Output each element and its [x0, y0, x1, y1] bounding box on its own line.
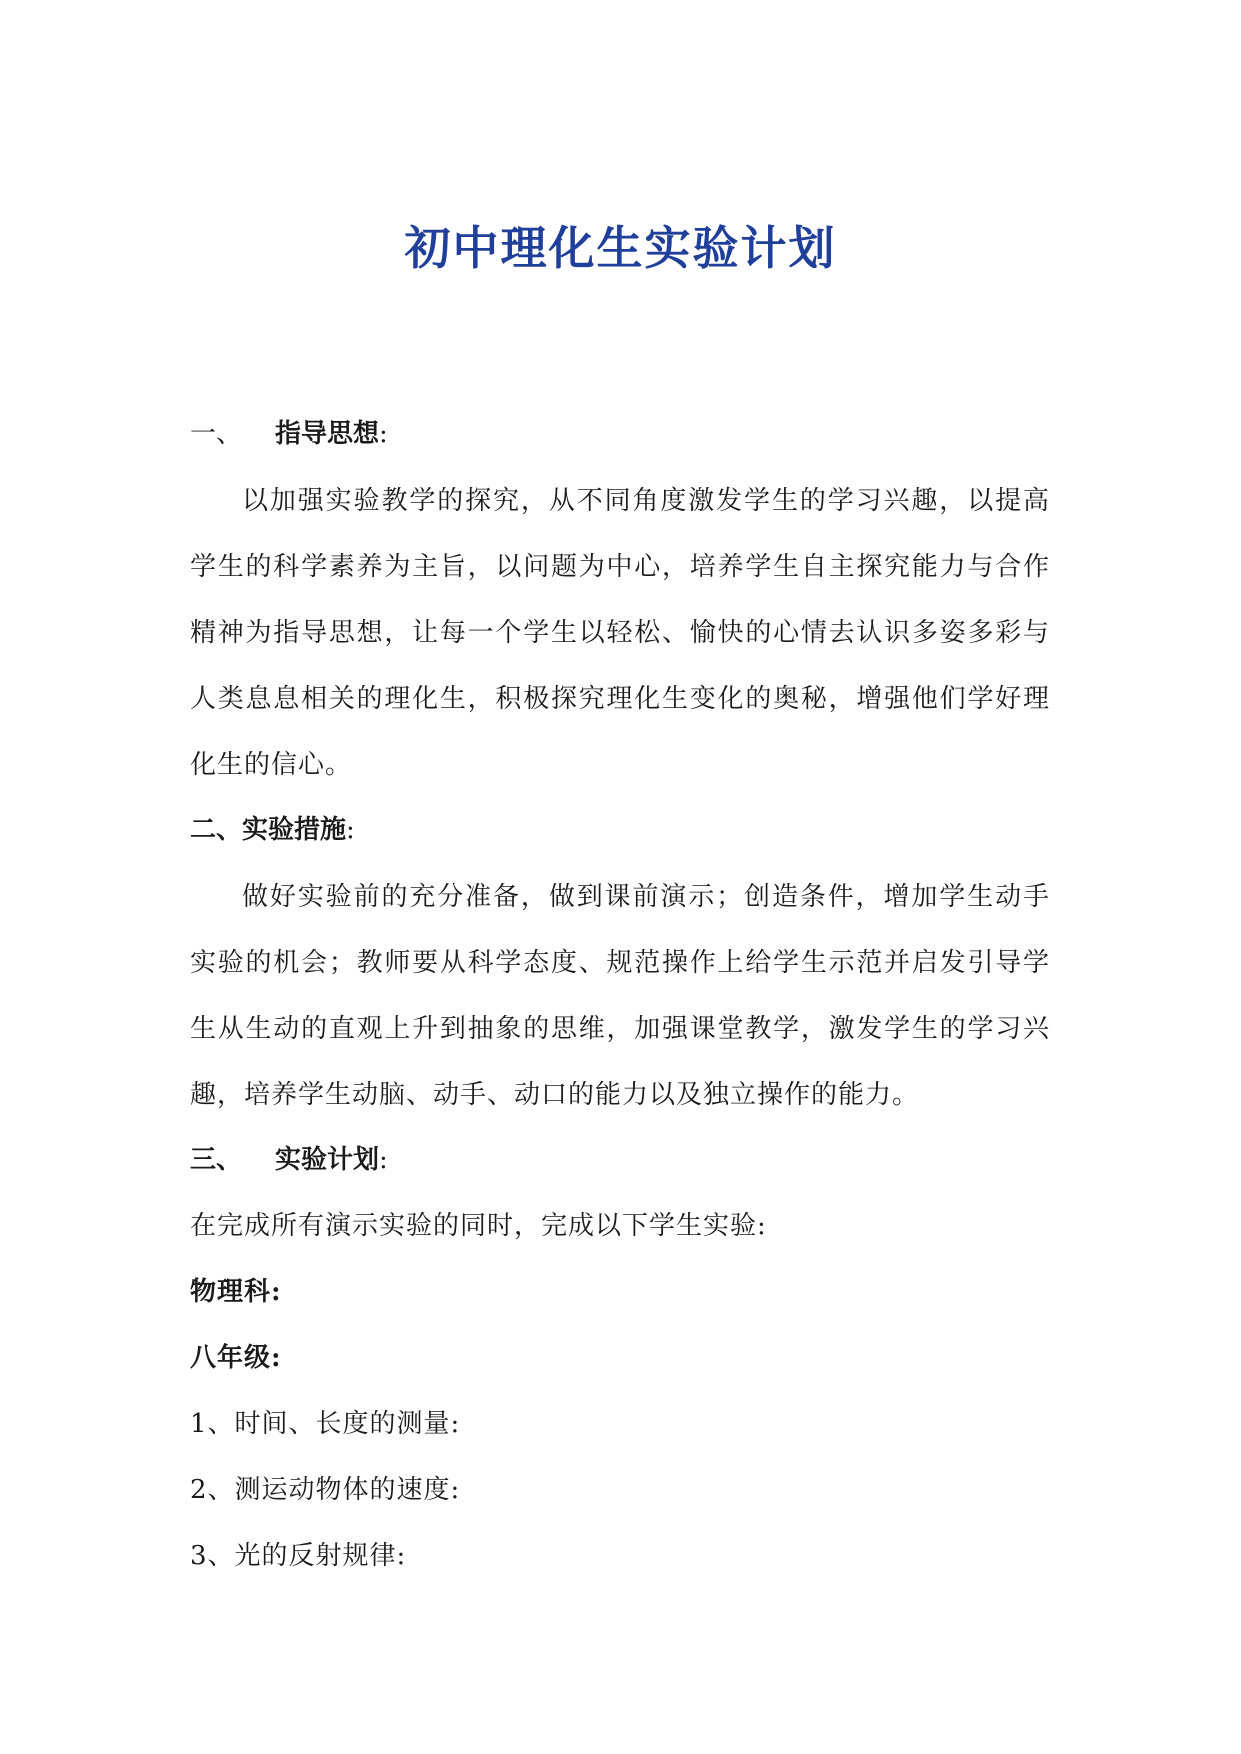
- section1-heading: [190, 416, 1050, 452]
- section1-number: 一、: [190, 419, 243, 449]
- section1-colon: :: [379, 419, 388, 449]
- section2-number: 二、: [190, 815, 243, 845]
- grade-label: 八年级:: [190, 1343, 282, 1373]
- section2-title: 实验措施: [242, 815, 347, 845]
- section3-number: 三、: [190, 1145, 243, 1175]
- section2-paragraph: 做好实验前的充分准备，做到课前演示；创造条件，增加学生动手实验的机会；教师要从科学态度、规范操作上给学生示范并启发引导学生从生动的直观上升到抽象的思维，加强课堂教学，激发学生的学习兴趣，培养学生动脑、动手、动口的能力以及独立操作的能力。: [190, 882, 1050, 1110]
- section1-title: 指导思想: [275, 419, 380, 449]
- section3-heading: [190, 1142, 1050, 1178]
- document-body: [190, 416, 1050, 1574]
- document-title: 初中理化生实验计划: [404, 221, 837, 275]
- section3-title: 实验计划: [275, 1145, 380, 1175]
- section3-intro: 在完成所有演示实验的同时，完成以下学生实验:: [190, 1211, 767, 1241]
- experiment-item-1: 1、时间、长度的测量:: [190, 1409, 461, 1439]
- experiment-item-3: 3、光的反射规律:: [190, 1541, 407, 1571]
- experiment-item-2: 2、测运动物体的速度:: [190, 1475, 461, 1505]
- section2-heading: [190, 812, 1050, 848]
- section1-paragraph: 以加强实验教学的探究，从不同角度激发学生的学习兴趣，以提高学生的科学素养为主旨，以问题为中心，培养学生自主探究能力与合作精神为指导思想，让每一个学生以轻松、愉快的心情去认识多姿多彩与人类息息相关的理化生，积极探究理化生变化的奥秘，增强他们学好理化生的信心。: [190, 486, 1050, 780]
- section3-colon: :: [379, 1145, 388, 1175]
- subject-label: 物理科:: [190, 1277, 282, 1307]
- section2-colon: :: [346, 815, 355, 845]
